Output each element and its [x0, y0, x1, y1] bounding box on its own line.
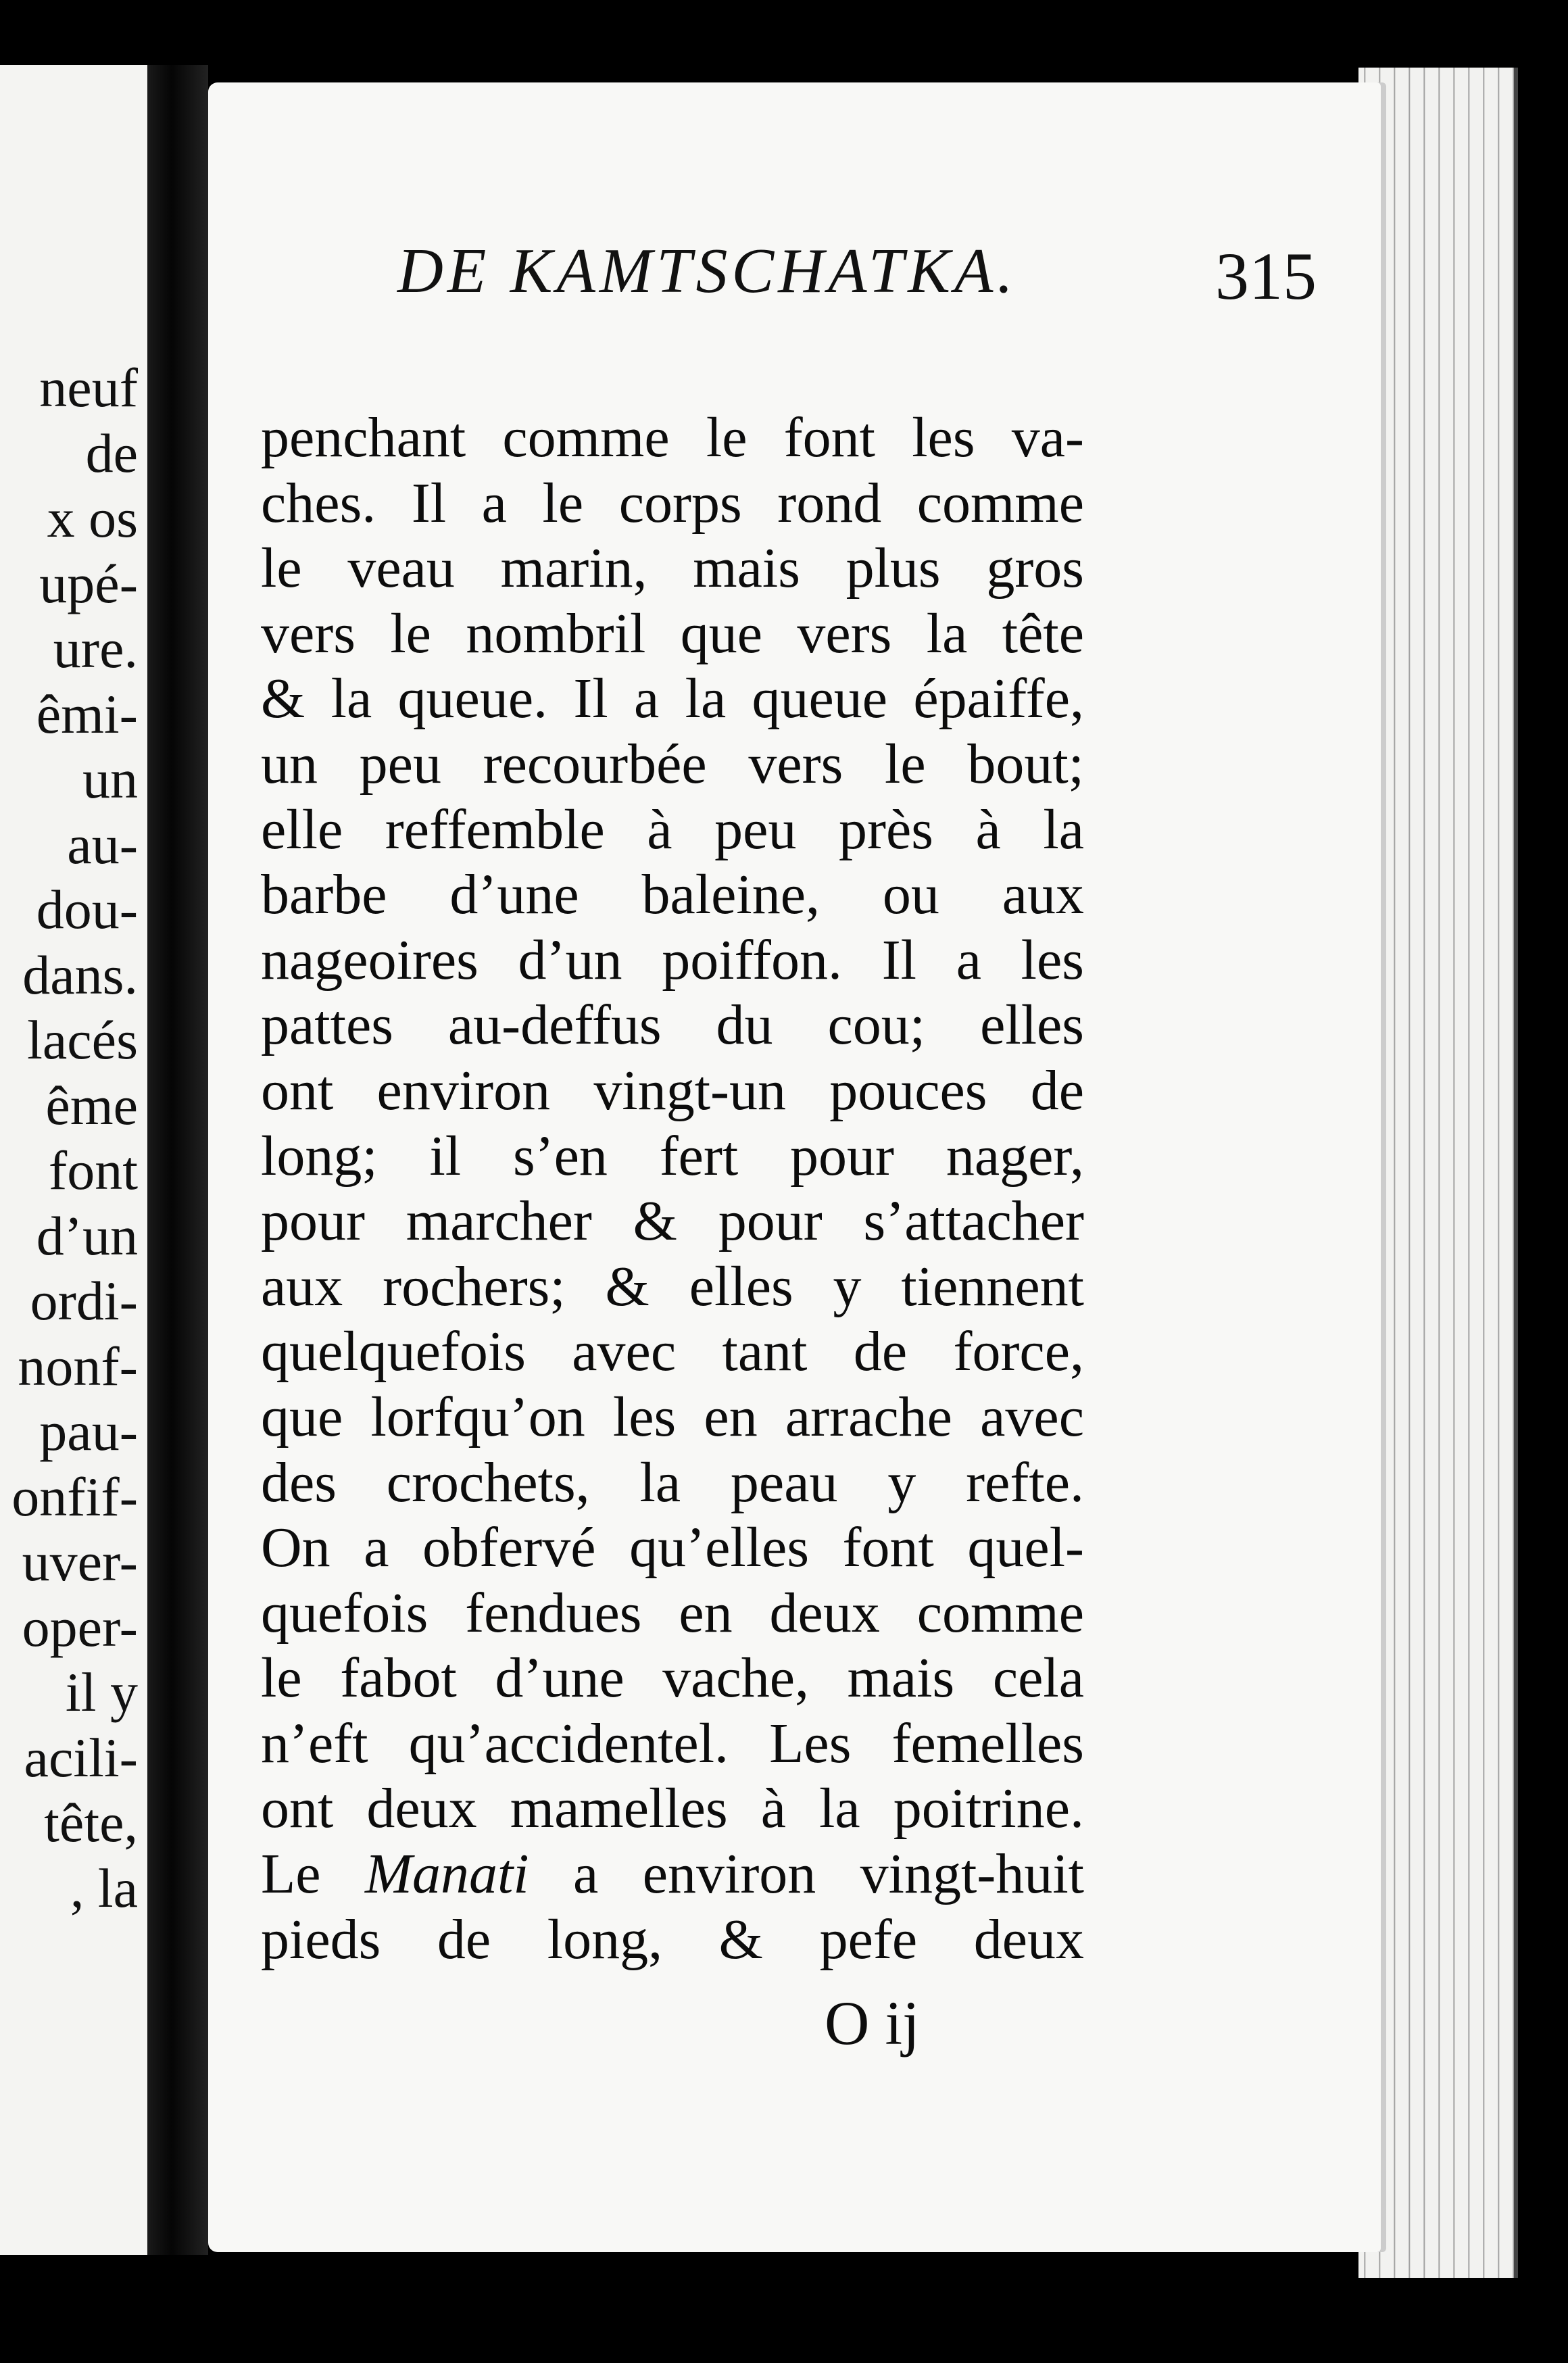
left-line: , la	[70, 1857, 138, 1919]
left-line: onfif-	[11, 1465, 138, 1528]
page-header	[397, 235, 1317, 336]
left-line: dans.	[22, 944, 138, 1006]
text-line: long; il s’en fert pour nager,	[261, 1124, 1084, 1188]
left-page	[0, 65, 147, 2255]
left-line: d’un	[36, 1204, 138, 1267]
page-number: 315	[1215, 239, 1317, 314]
left-line: dou-	[36, 879, 138, 940]
left-line: lacés	[27, 1009, 138, 1071]
text-line: ont deux mamelles à la poitrine.	[261, 1777, 1084, 1841]
text-line: aux rochers; & elles y tiennent	[261, 1254, 1084, 1318]
text-segment: Le	[261, 1843, 365, 1906]
signature-mark: O ij	[825, 1989, 920, 2057]
left-line: de	[85, 422, 138, 484]
text-line: un peu recourbée vers le bout;	[261, 732, 1084, 796]
text-line: pattes au-deffus du cou; elles	[261, 994, 1084, 1057]
left-line: ême	[45, 1074, 138, 1136]
text-line: penchant comme le font les va-	[261, 406, 1084, 469]
text-line: nageoires d’un poiffon. Il a les	[261, 928, 1084, 992]
left-line: font	[48, 1140, 138, 1201]
text-segment: a environ vingt-huit	[529, 1843, 1085, 1906]
left-line: tête,	[44, 1792, 138, 1853]
text-line: On a obfervé qu’elles font quel-	[261, 1516, 1084, 1580]
left-line: nonf-	[18, 1335, 138, 1397]
left-line: ure.	[53, 618, 138, 679]
left-line: au-	[67, 813, 138, 875]
left-line: pau-	[39, 1400, 138, 1462]
left-line: acili-	[24, 1726, 138, 1788]
text-line: des crochets, la peau y refte.	[261, 1451, 1084, 1514]
left-line: neuf	[39, 357, 138, 418]
text-line: le fabot d’une vache, mais cela	[261, 1647, 1084, 1710]
text-line: quelquefois avec tant de force,	[261, 1320, 1084, 1384]
text-line	[261, 1842, 1084, 1907]
text-line: que lorfqu’on les en arrache avec	[261, 1385, 1084, 1448]
text-line: vers le nombril que vers la tête	[261, 602, 1084, 665]
text-line: le veau marin, mais plus gros	[261, 537, 1084, 600]
running-title: DE KAMTSCHATKA.	[397, 236, 1017, 306]
text-line: quefois fendues en deux comme	[261, 1581, 1084, 1645]
text-line: ont environ vingt-un pouces de	[261, 1058, 1084, 1122]
italic-term: Manati	[364, 1843, 529, 1906]
text-line: pieds de long, & pefe deux	[261, 1907, 1084, 1971]
text-line: ches. Il a le corps rond comme	[261, 471, 1084, 535]
text-line: n’eft qu’accidentel. Les femelles	[261, 1711, 1084, 1775]
text-line: & la queue. Il a la queue épaiffe,	[261, 667, 1084, 731]
left-line: un	[82, 748, 138, 810]
page-edges	[1358, 68, 1518, 2278]
left-page-text	[3, 356, 138, 1921]
left-line: x os	[47, 487, 138, 549]
left-line: oper-	[22, 1596, 138, 1658]
left-line: êmi-	[36, 683, 138, 745]
text-line: pour marcher & pour s’attacher	[261, 1190, 1084, 1253]
text-line: elle reffemble à peu près à la	[261, 798, 1084, 861]
left-line: ordi-	[30, 1270, 138, 1332]
left-line: uver-	[22, 1531, 138, 1592]
left-line: upé-	[39, 552, 138, 614]
left-line: il y	[65, 1661, 138, 1723]
book-gutter	[147, 65, 208, 2255]
right-page	[208, 82, 1381, 2252]
body-text	[261, 406, 1084, 1972]
text-line: barbe d’une baleine, ou aux	[261, 863, 1084, 927]
